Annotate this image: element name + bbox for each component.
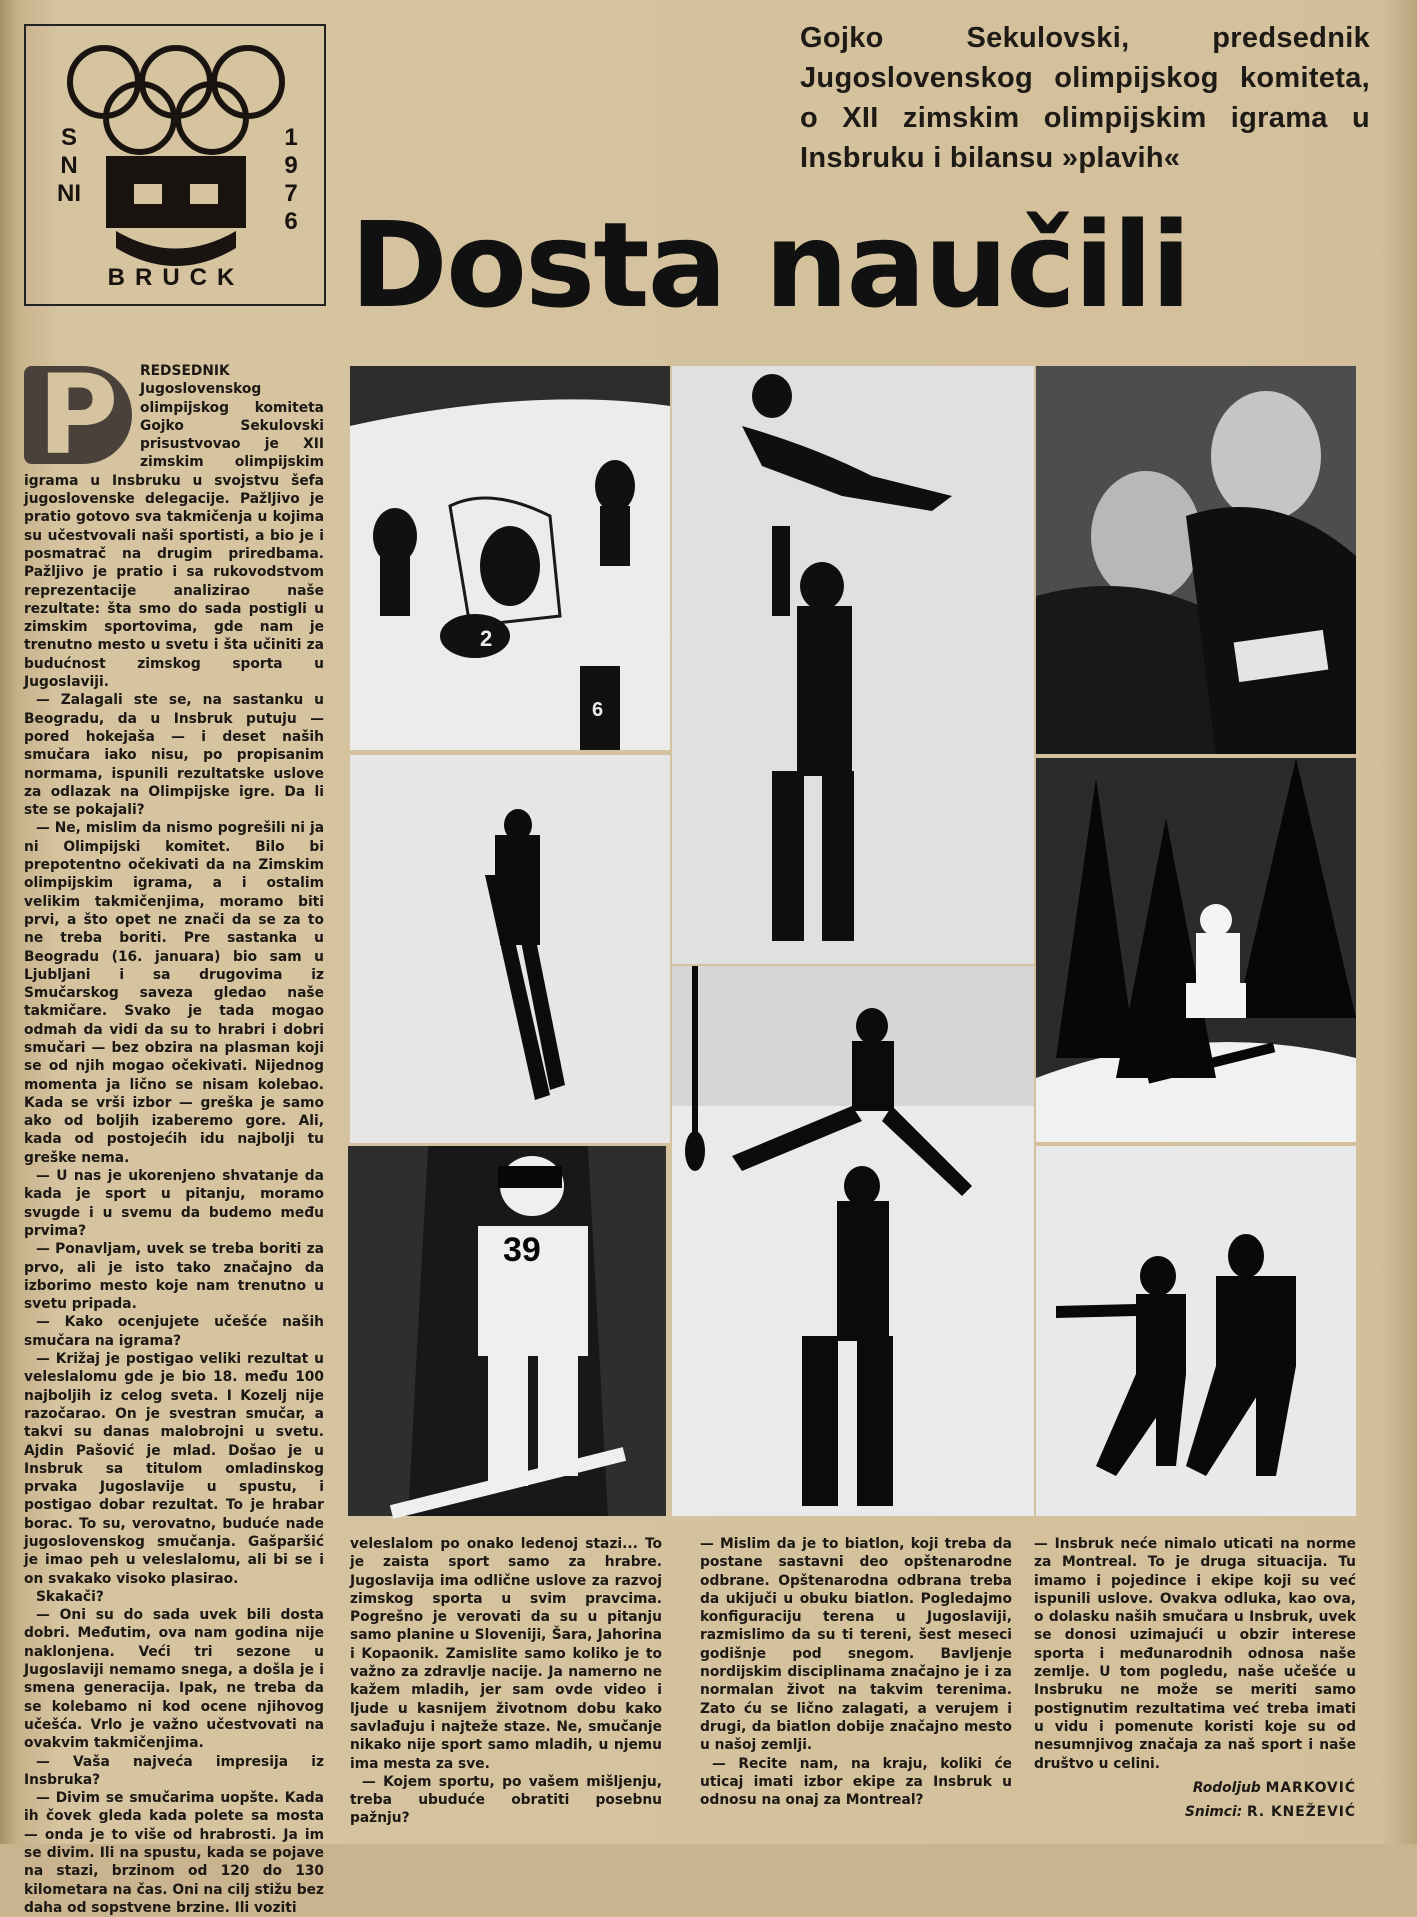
logo-text-left: SNNI [57,124,81,207]
paragraph: — Ponavljam, uvek se treba boriti za prvo, ali je isto tako značajno da izborimo mesto koje nam trenutno u svetu pripada. [24,1241,324,1313]
photo-credit [1034,1803,1356,1821]
article-column-4 [1034,1535,1356,1835]
paragraph: — Vaša najveća impresija iz Insbruka? [24,1753,324,1788]
article-column-3 [700,1535,1012,1835]
byline-label: Rodoljub [1192,1779,1261,1796]
article-deck: Gojko Sekulovski, predsednik Jugoslovenskog olimpijskog komiteta, o XII zimskim olimpijskim igrama u Insbruku i bilansu »plavih« [800,22,1370,174]
paragraph: REDSEDNIK Jugoslovenskog olimpijskog komiteta Gojko Sekulovski prisustvovao je XII zimskim olimpijskim igrama u Insbruku u svojstvu šefa jugoslovenske delegacije. Pažljivo je pratio gotovo sva takmičenja u kojima su učestvovali naši sportisti, a bio je i posmatrač na drugim priredbama. Pažljivo je pratio i sa rukovodstvom reprezentacije analizirao naše rezultate: šta smo do sada postigli u zimskim sportovima, gde nam je trenutno mesto u svetu i šta učiniti za budućnost zimskog sporta u Jugoslaviji. [24,363,324,691]
paragraph: — Ne, mislim da nismo pogrešili ni ja ni Olimpijski komitet. Bilo bi prepotentno očekivati da na Zimskim olimpijskim igrama, a i ostalim velikim takmičenjima, moramo biti prvi, a što opet ne znači da se za to ne treba boriti. Pre sastanka u Beogradu (16. januara) bio sam u Ljubljani i sa drugovima iz Smučarskog saveza gledao naše takmičare. Svako je tada mogao odmah da vidi da su to hrabri i dobri smučari — bez obzira na plasman koji se od njih mogao očekivati. Nijednog momenta ja lično se nisam kolebao. Kada se vrši izbor — greška je samo ako od boljih izaberemo gore. Ali, kada od postojećih idu najbolji tu greške nema. [24,820,324,1166]
logo-text-bottom: BRUCK [107,264,245,291]
paragraph: — Zalagali ste se, na sastanku u Beogradu, da u Insbruk putuju — pored hokejaša — i deset naših smučara iako nisu, po propisanim normama, ispunili rezultatske uslove za odlazak na Olimpijske igre. Da li ste se pokajali? [24,692,324,819]
paragraph: — Mislim da je to biatlon, koji treba da postane sastavni deo opštenarodne odbrane. Opštenarodna odbrana treba da ukijuči u obuku biatlon. Pogledajmo konfiguraciju terena u Jugoslaviji, razmislimo da su ti tereni, šest meseci godišnje pod snegom. Bavljenje nordijskim disciplinama značajno je i za normalan život na takvim terenima. Zato ću se lično zalagati, a verujem i drugi, da biatlon dobije značajno mesto u našoj zemlji. [700,1536,1012,1754]
officials-portrait-photo [1036,366,1356,754]
downhill-skier-forest-photo [1036,758,1356,1142]
drop-cap: P [24,366,132,464]
paragraph: — U nas je ukorenjeno shvatanje da kada je sport u pitanju, moramo svugde i u svemu da budemo među prvima? [24,1168,324,1239]
pair-skating-lift-photo [672,966,1034,1516]
article-column-1 [24,351,324,1916]
ski-jumper-photo [350,755,670,1143]
paragraph: Skakači? [36,1588,104,1605]
ice-hockey-photo [350,366,670,750]
byline [1034,1779,1356,1797]
figure-skating-lift-photo [672,366,1034,964]
article-headline: Dosta naučili [350,196,1190,334]
paragraph: — Oni su do sada uvek bili dosta dobri. Međutim, ova nam godina nije naklonjena. Veći tri sezone u Jugoslaviji nemamo snega, a došla je i smena generacija. Ipak, ne treba da se kolebamo ni kod ocene njihovog učešća. Vrlo je važno učestvovati na ovakvim takmičenjima. [24,1607,324,1752]
referee-number: 6 [592,699,604,721]
paragraph: — Insbruk neće nimalo uticati na norme za Montreal. To je druga situacija. Tu imamo i pojedince i ekipe koji su već ispunili uslove. Ovakva odluka, kao ova, o dolasku naših smučara u Insbruk, uvek se donosi uzimajući u obzir interese sporta i međunarodnih odnosa naše zemlje. U tom pogledu, naše učešće u Insbruku ne može se meriti samo postignutim rezultatima već treba imati u vidu i pomenute koristi koje su od nesumnjivog značaja za naš sport i naše društvo u celini. [1034,1536,1356,1772]
paragraph: — Križaj je postigao veliki rezultat u veleslalomu gde je bio 18. među 100 najboljih iz celog sveta. I Kozelj nije razočarao. On je svestran smučar, a takvi su danas malobrojni u svetu. Ajdin Pašović je mlad. Došao je u Insbruk sa titulom omladinskog prvaka Jugoslavije u spustu, i postigao dobar rezultat. To je hrabar borac. To su, verovatno, buduće nade jugoslovenskog smučanja. Gašparšić je imao peh u veleslalomu, ali bi se i on svakako visoko plasirao. [24,1351,324,1587]
innsbruck-olympic-logo [24,24,326,306]
paragraph: — Kako ocenjujete učešće naših smučara na igrama? [24,1314,324,1349]
paragraph: veleslalom po onako ledenoj stazi... To je zaista sport samo za hrabre. Jugoslavija ima odlične uslove za razvoj zimskog sporta u svim pravcima. Pogrešno je verovati da su u pitanju samo planine u Sloveniji, Šara, Jahorina i Kopaonik. Zamislite samo koliko je to važno za zdravlje nacije. Ja namerno ne kažem mladih, jer sam ovde video i ljude u kasnijem životnom dobu kako savlađuju i najteže staze. Ne, smučanje nikako nije sport samo mladih, u njemu ima mesta za sve. [350,1536,662,1772]
photo-credit-label: Snimci: [1184,1804,1243,1821]
logo-text-right: 1976 [284,124,298,235]
paragraph: — Kojem sportu, po vašem mišljenju, treba ubuduće obratiti posebnu pažnju? [350,1773,662,1827]
slalom-skier-photo [348,1146,666,1516]
photo-credit-name: R. KNEŽEVIĆ [1247,1804,1356,1821]
hockey-bib-number: 2 [480,626,493,651]
article-column-2 [350,1535,662,1835]
ice-dancing-photo [1036,1146,1356,1516]
paragraph: — Recite nam, na kraju, koliki će uticaj imati izbor ekipe za Insbruk u odnosu na onaj za Montreal? [700,1755,1012,1809]
paragraph: — Divim se smučarima uopšte. Kada ih čovek gleda kada polete sa mosta — onda je to više od hrabrosti. Ja im se divim. Ili na spustu, kada se pojave na stazi, brzinom od 120 do 130 kilometara na čas. Oni na cilj stižu bez daha od sopstvene brzine. Ili voziti [24,1790,324,1916]
byline-name: MARKOVIĆ [1265,1779,1356,1796]
skier-bib-number: 39 [503,1231,541,1269]
